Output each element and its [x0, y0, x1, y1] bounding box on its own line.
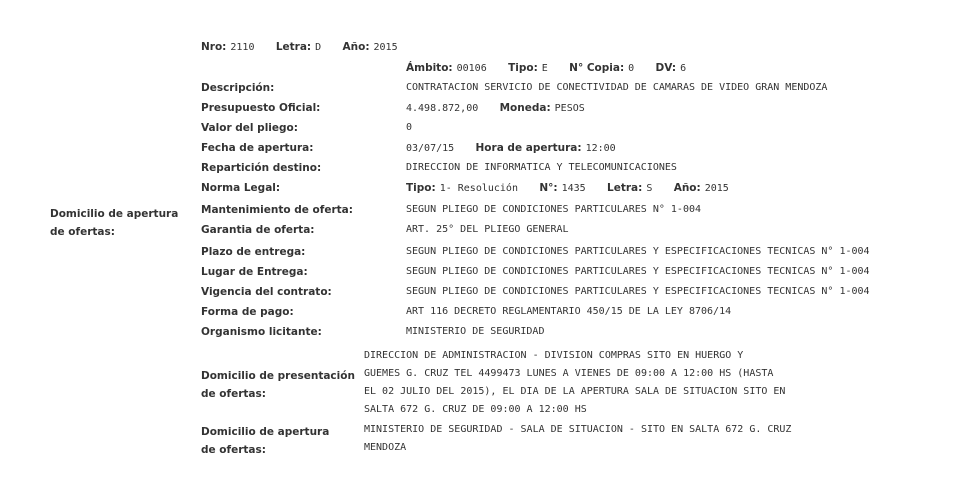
tipo-label: Tipo:	[508, 62, 538, 74]
vigencia-label: Vigencia del contrato:	[201, 286, 332, 298]
norma-nro-value: 1435	[561, 183, 586, 194]
lugar-value: SEGUN PLIEGO DE CONDICIONES PARTICULARES Y ESPECIFICACIONES TECNICAS N° 1-004	[406, 266, 870, 277]
presupuesto-value: 4.498.872,00	[406, 103, 479, 114]
presentacion-value	[364, 347, 924, 419]
header-row	[201, 40, 398, 55]
garantia-value: ART. 25° DEL PLIEGO GENERAL	[406, 224, 569, 235]
apertura-label-line-2: de ofertas:	[201, 444, 266, 456]
norma-tipo-value: 1- Resolución	[439, 183, 518, 194]
norma-nro-label: N°:	[539, 182, 558, 194]
apertura-value	[364, 421, 924, 457]
norma-row	[406, 181, 729, 196]
norma-letra-value: S	[646, 183, 653, 194]
apertura-label	[201, 423, 361, 459]
organismo-label: Organismo licitante:	[201, 326, 322, 338]
mantenimiento-value: SEGUN PLIEGO DE CONDICIONES PARTICULARES N° 1-004	[406, 204, 702, 215]
norma-letra-label: Letra:	[607, 182, 643, 194]
anio-value: 2015	[373, 42, 398, 53]
vigencia-value: SEGUN PLIEGO DE CONDICIONES PARTICULARES Y ESPECIFICACIONES TECNICAS N° 1-004	[406, 286, 870, 297]
presupuesto-row	[406, 101, 585, 116]
lugar-label: Lugar de Entrega:	[201, 266, 308, 278]
reparticion-label: Repartición destino:	[201, 162, 322, 174]
presupuesto-label: Presupuesto Oficial:	[201, 102, 321, 114]
organismo-value: MINISTERIO DE SEGURIDAD	[406, 326, 545, 337]
hora-apertura-label: Hora de apertura:	[475, 142, 582, 154]
presentacion-line: EL 02 JULIO DEL 2015), EL DIA DE LA APERTURA SALA DE SITUACION SITO EN	[364, 386, 786, 397]
tipo-value: E	[541, 63, 548, 74]
forma-pago-label: Forma de pago:	[201, 306, 294, 318]
meta-row	[406, 61, 686, 76]
presentacion-line: DIRECCION DE ADMINISTRACION - DIVISION COMPRAS SITO EN HUERGO Y	[364, 350, 744, 361]
presentacion-label-line-1: Domicilio de presentación	[201, 370, 355, 382]
side-apertura-label-line-2: de ofertas:	[50, 226, 115, 238]
garantia-label: Garantia de oferta:	[201, 224, 315, 236]
reparticion-value: DIRECCION DE INFORMATICA Y TELECOMUNICACIONES	[406, 162, 677, 173]
moneda-value: PESOS	[554, 103, 585, 114]
anio-label: Año:	[342, 41, 370, 53]
presentacion-label-line-2: de ofertas:	[201, 388, 266, 400]
letra-value: D	[315, 42, 322, 53]
norma-anio-value: 2015	[704, 183, 729, 194]
ambito-value: 00106	[456, 63, 487, 74]
dv-value: 6	[680, 63, 687, 74]
plazo-label: Plazo de entrega:	[201, 246, 306, 258]
apertura-line: MENDOZA	[364, 442, 407, 453]
norma-label: Norma Legal:	[201, 182, 281, 194]
fecha-apertura-label: Fecha de apertura:	[201, 142, 314, 154]
dv-label: DV:	[655, 62, 677, 74]
valor-pliego-label: Valor del pliego:	[201, 122, 298, 134]
norma-tipo-label: Tipo:	[406, 182, 436, 194]
presentacion-line: GUEMES G. CRUZ TEL 4499473 LUNES A VIENES DE 09:00 A 12:00 HS (HASTA	[364, 368, 774, 379]
valor-pliego-value: 0	[406, 122, 413, 133]
copia-value: 0	[628, 63, 635, 74]
descripcion-label: Descripción:	[201, 82, 275, 94]
apertura-label-line-1: Domicilio de apertura	[201, 426, 330, 438]
moneda-label: Moneda:	[499, 102, 551, 114]
mantenimiento-label: Mantenimiento de oferta:	[201, 204, 353, 216]
norma-anio-label: Año:	[673, 182, 701, 194]
fecha-apertura-row	[406, 141, 616, 156]
hora-apertura-value: 12:00	[585, 143, 616, 154]
nro-value: 2110	[230, 42, 255, 53]
copia-label: N° Copia:	[569, 62, 625, 74]
presentacion-line: SALTA 672 G. CRUZ DE 09:00 A 12:00 HS	[364, 404, 587, 415]
ambito-label: Ámbito:	[406, 62, 453, 74]
descripcion-value: CONTRATACION SERVICIO DE CONECTIVIDAD DE CAMARAS DE VIDEO GRAN MENDOZA	[406, 82, 828, 93]
forma-pago-value: ART 116 DECRETO REGLAMENTARIO 450/15 DE LA LEY 8706/14	[406, 306, 732, 317]
apertura-line: MINISTERIO DE SEGURIDAD - SALA DE SITUACION - SITO EN SALTA 672 G. CRUZ	[364, 424, 792, 435]
fecha-apertura-value: 03/07/15	[406, 143, 455, 154]
presentacion-label	[201, 367, 361, 403]
nro-label: Nro:	[201, 41, 227, 53]
plazo-value: SEGUN PLIEGO DE CONDICIONES PARTICULARES Y ESPECIFICACIONES TECNICAS N° 1-004	[406, 246, 870, 257]
side-apertura-label-line-1: Domicilio de apertura	[50, 208, 179, 220]
side-apertura-label	[50, 205, 190, 241]
letra-label: Letra:	[275, 41, 312, 53]
